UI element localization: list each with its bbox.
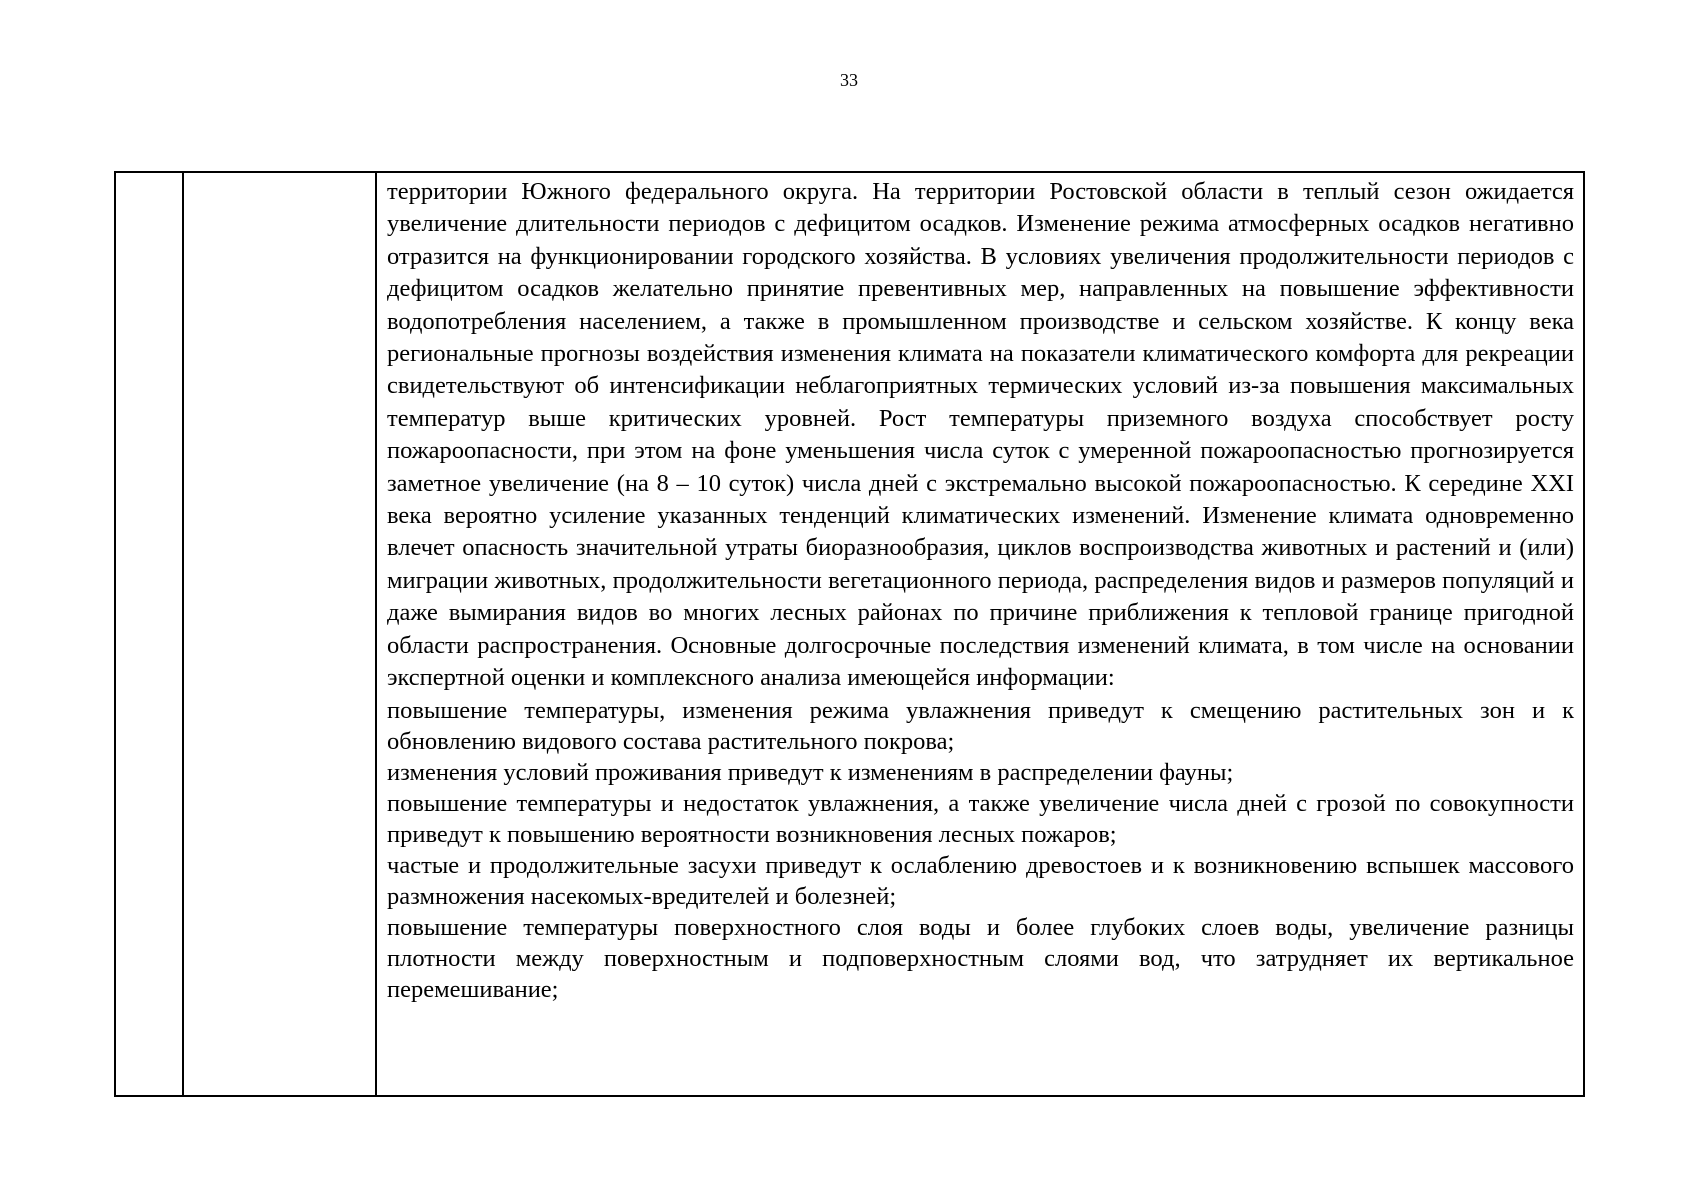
list-item: повышение температуры, изменения режима увлажнения приведут к смещению растительных зон и к обновлению видового состава растительного покрова; — [387, 696, 1574, 755]
list-item: изменения условий проживания приведут к изменениям в распределении фауны; — [387, 758, 1234, 786]
table-text-cell — [387, 176, 1574, 1005]
main-paragraph: территории Южного федерального округа. На территории Ростовской области в теплый сезон ожидается увеличение длительности периодов с дефицитом осадков. Изменение режима атмосферных осадков негативно отразится на функционировании городского хозяйства. В условиях увеличения продолжительности периодов с дефицитом осадков желательно принятие превентивных мер, направленных на повышение эффективности водопотребления населением, а также в промышленном производстве и сельском хозяйстве. К концу века региональные прогнозы воздействия изменения климата на показатели климатического комфорта для рекреации свидетельствуют об интенсификации неблагоприятных термических условий из-за повышения максимальных температур выше критических уровней. Рост температуры приземного воздуха способствует росту пожароопасности, при этом на фоне уменьшения числа суток с умеренной пожароопасностью прогнозируется заметное увеличение (на 8 – 10 суток) числа дней с экстремально высокой пожароопасностью. К середине XXI века вероятно усиление указанных тенденций климатических изменений. Изменение климата одновременно влечет опасность значительной утраты биоразнообразия, циклов воспроизводства животных и растений и (или) миграции животных, продолжительности вегетационного периода, распределения видов и размеров популяций и даже вымирания видов во многих лесных районах по причине приближения к тепловой границе пригодной области распространения. Основные долгосрочные последствия изменений климата, в том числе на основании экспертной оценки и комплексного анализа имеющейся информации: — [387, 178, 1574, 692]
table-column-divider — [182, 173, 184, 1095]
list-item: частые и продолжительные засухи приведут к ослаблению древостоев и к возникновению вспышек массового размножения насекомых-вредителей и болезней; — [387, 851, 1574, 910]
list-item: повышение температуры поверхностного слоя воды и более глубоких слоев воды, увеличение разницы плотности между поверхностным и подповерхностным слоями вод, что затрудняет их вертикальное перемешивание; — [387, 913, 1574, 1003]
page-number: 33 — [840, 70, 858, 90]
list-item: повышение температуры и недостаток увлажнения, а также увеличение числа дней с грозой по совокупности приведут к повышению вероятности возникновения лесных пожаров; — [387, 789, 1574, 848]
document-table — [114, 171, 1585, 1097]
table-column-divider — [375, 173, 377, 1095]
